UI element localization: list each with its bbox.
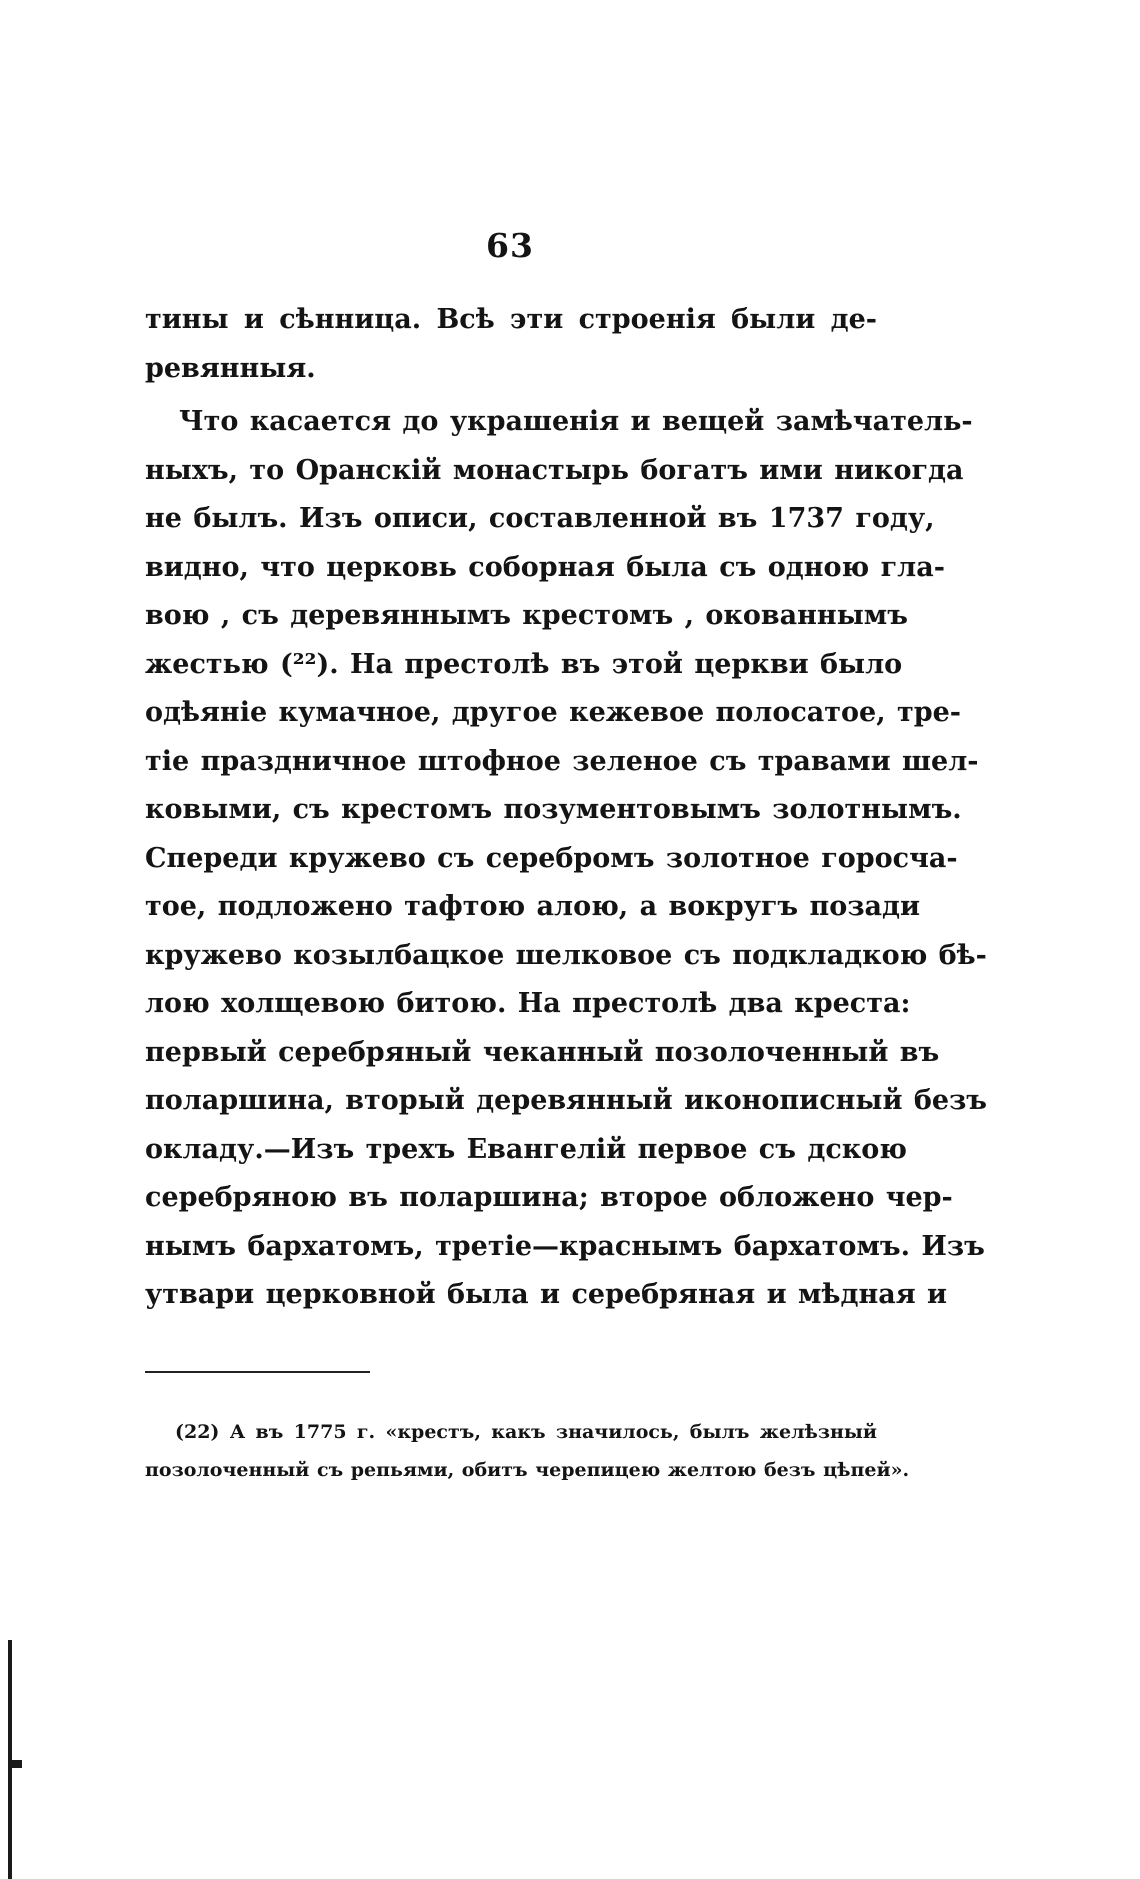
text-line: ныхъ, то Оранскій монастырь богатъ ими никогда bbox=[145, 454, 964, 486]
text-line: не былъ. Изъ описи, составленной въ 1737 году, bbox=[145, 503, 935, 534]
footnotes bbox=[145, 1413, 910, 1489]
text-line: ковыми, съ крестомъ позументовымъ золотнымъ. bbox=[145, 794, 962, 825]
footnote-line: (22) А въ 1775 г. «крестъ, какъ значилось, былъ желѣзный bbox=[175, 1421, 877, 1443]
text-line: лою холщевою битою. На престолѣ два креста: bbox=[145, 988, 911, 1019]
footnote-line: позолоченный съ репьями, обитъ черепицею желтою безъ цѣпей». bbox=[145, 1459, 910, 1481]
paragraph-start-line: Что касается до украшенія и вещей замѣчатель- bbox=[179, 406, 973, 437]
text-line: окладу.—Изъ трехъ Евангелій первое съ дскою bbox=[145, 1133, 907, 1165]
main-text bbox=[145, 296, 988, 1320]
text-line: видно, что церковь соборная была съ одною гла- bbox=[145, 551, 945, 583]
text-line: серебряною въ поларшина; второе обложено чер- bbox=[145, 1182, 953, 1213]
binding-edge-mark bbox=[0, 1640, 10, 1879]
text-line: жестью (²²). На престолѣ въ этой церкви было bbox=[145, 648, 903, 680]
text-line: одѣяніе кумачное, другое кежевое полосатое, тре- bbox=[145, 697, 961, 728]
page-number: 63 bbox=[486, 226, 534, 265]
text-line: тины и сѣнница. Всѣ эти строенія были де- bbox=[145, 304, 877, 335]
text-line: тое, подложено тафтою алою, а вокругъ позади bbox=[145, 891, 921, 922]
text-line: Спереди кружево съ серебромъ золотное горосча- bbox=[145, 842, 958, 874]
text-line: нымъ бархатомъ, третіе—краснымъ бархатомъ. Изъ bbox=[145, 1230, 985, 1262]
text-line: утвари церковной была и серебряная и мѣдная и bbox=[145, 1279, 948, 1310]
footnote-divider bbox=[145, 1371, 370, 1373]
text-line: первый серебряный чеканный позолоченный въ bbox=[145, 1036, 940, 1068]
text-line: тіе праздничное штофное зеленое съ травами шел- bbox=[145, 745, 979, 777]
text-line: вою , съ деревяннымъ крестомъ , окованнымъ bbox=[145, 600, 908, 631]
text-line: поларшина, вторый деревянный иконописный безъ bbox=[145, 1085, 988, 1116]
text-line: кружево козылбацкое шелковое съ подкладкою бѣ- bbox=[145, 939, 987, 971]
text-line: ревянныя. bbox=[145, 352, 316, 384]
